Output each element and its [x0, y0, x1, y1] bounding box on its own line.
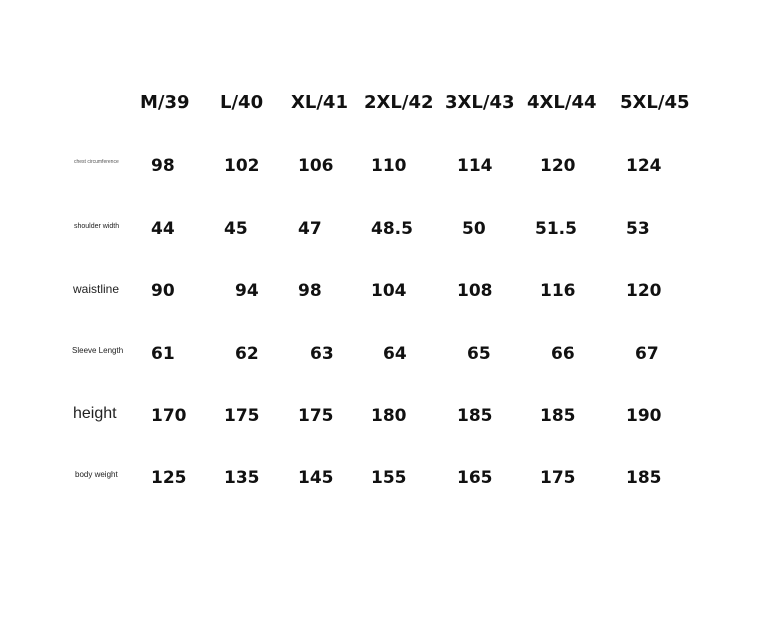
waist-l40: 94: [235, 281, 259, 301]
size-header-m39: M/39: [140, 92, 190, 113]
size-header-l40: L/40: [220, 92, 264, 113]
weight-2xl42: 155: [371, 468, 407, 488]
row-label-shoulder: shoulder width: [74, 223, 120, 230]
sleeve-xl41: 63: [310, 344, 334, 364]
row-label-body-weight: body weight: [75, 470, 118, 479]
size-header-4xl44: 4XL/44: [527, 92, 597, 113]
waist-4xl44: 116: [540, 281, 576, 301]
sleeve-5xl45: 67: [635, 344, 659, 364]
chest-m39: 98: [151, 156, 175, 176]
size-header-3xl43: 3XL/43: [445, 92, 515, 113]
size-header-5xl45: 5XL/45: [620, 92, 690, 113]
chest-3xl43: 114: [457, 156, 493, 176]
sleeve-m39: 61: [151, 344, 175, 364]
chest-4xl44: 120: [540, 156, 576, 176]
waist-m39: 90: [151, 281, 175, 301]
size-header-xl41: XL/41: [291, 92, 348, 113]
chest-5xl45: 124: [626, 156, 662, 176]
height-m39: 170: [151, 406, 187, 426]
shoulder-xl41: 47: [298, 219, 322, 239]
waist-3xl43: 108: [457, 281, 493, 301]
waist-2xl42: 104: [371, 281, 407, 301]
size-header-2xl42: 2XL/42: [364, 92, 434, 113]
shoulder-3xl43: 50: [462, 219, 486, 239]
shoulder-5xl45: 53: [626, 219, 650, 239]
sleeve-4xl44: 66: [551, 344, 575, 364]
height-4xl44: 185: [540, 406, 576, 426]
waist-5xl45: 120: [626, 281, 662, 301]
height-3xl43: 185: [457, 406, 493, 426]
waist-xl41: 98: [298, 281, 322, 301]
chest-l40: 102: [224, 156, 260, 176]
shoulder-4xl44: 51.5: [535, 219, 577, 239]
weight-m39: 125: [151, 468, 187, 488]
weight-5xl45: 185: [626, 468, 662, 488]
chest-xl41: 106: [298, 156, 334, 176]
sleeve-3xl43: 65: [467, 344, 491, 364]
row-label-height: height: [73, 405, 117, 422]
sleeve-2xl42: 64: [383, 344, 407, 364]
height-xl41: 175: [298, 406, 334, 426]
chest-2xl42: 110: [371, 156, 407, 176]
weight-3xl43: 165: [457, 468, 493, 488]
sleeve-l40: 62: [235, 344, 259, 364]
row-label-sleeve: Sleeve Length: [72, 346, 124, 355]
weight-4xl44: 175: [540, 468, 576, 488]
row-label-chest: chest circumference: [74, 159, 119, 165]
height-2xl42: 180: [371, 406, 407, 426]
shoulder-m39: 44: [151, 219, 175, 239]
row-label-waistline: waistline: [73, 282, 120, 296]
weight-xl41: 145: [298, 468, 334, 488]
shoulder-l40: 45: [224, 219, 248, 239]
shoulder-2xl42: 48.5: [371, 219, 413, 239]
weight-l40: 135: [224, 468, 260, 488]
height-5xl45: 190: [626, 406, 662, 426]
height-l40: 175: [224, 406, 260, 426]
